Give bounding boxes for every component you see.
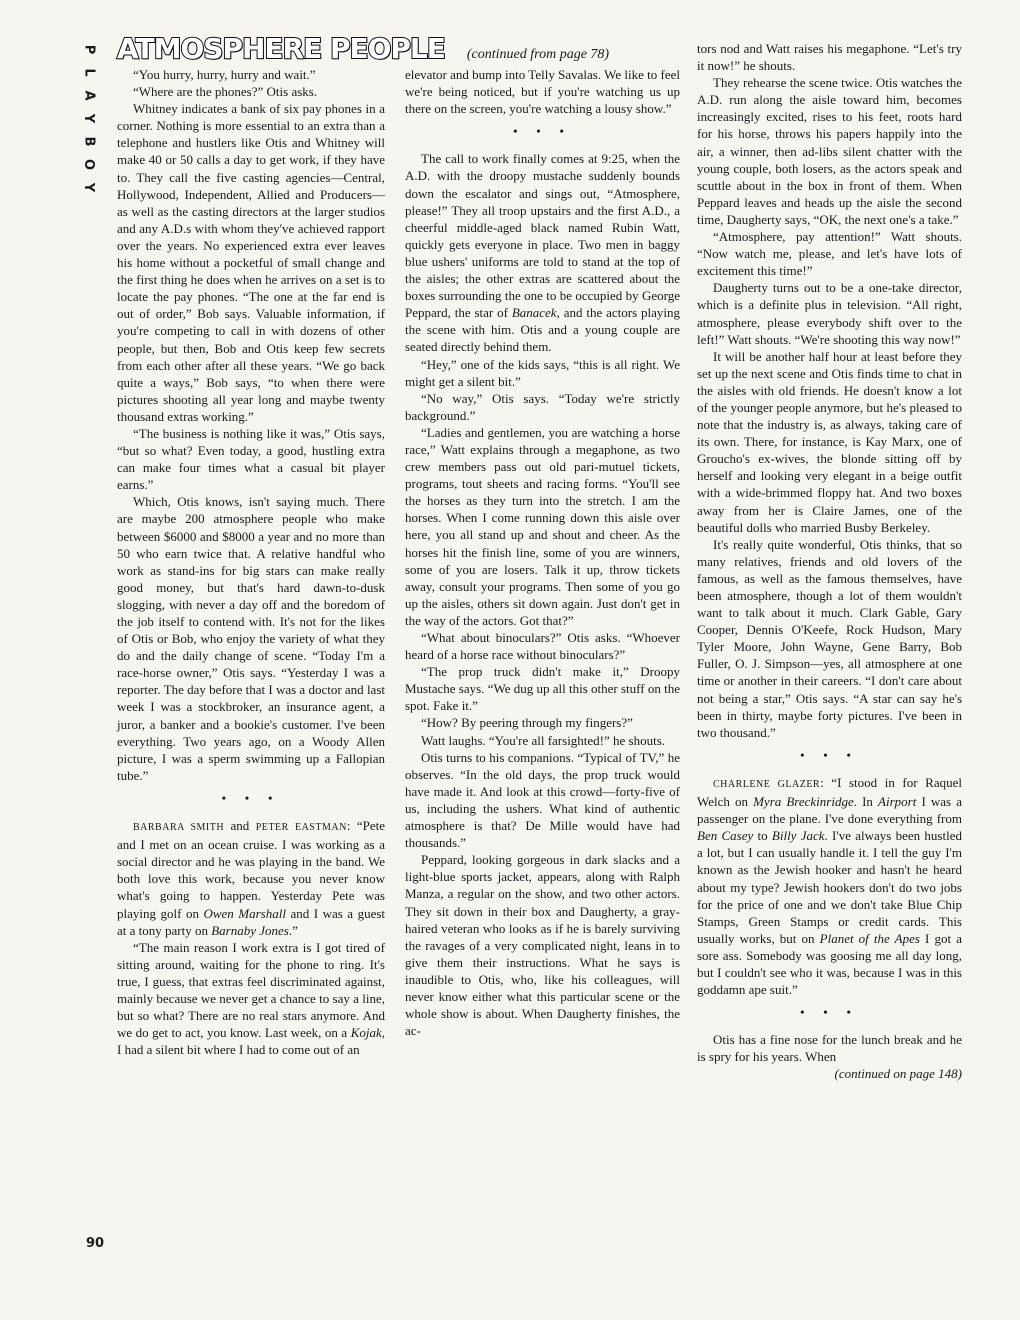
section-divider: • • • xyxy=(513,124,572,139)
interview-paragraph xyxy=(697,774,962,998)
column-1 xyxy=(117,66,385,1058)
continued-on: (continued on page 148) xyxy=(834,1066,962,1082)
brand-letter: O xyxy=(81,158,97,171)
show-title: Owen Marshall xyxy=(203,905,286,921)
paragraph: “The business is nothing like it was,” Otis says, “but so what? Even today, a good, hustling extra can make four times what a casual bit player earns.” xyxy=(117,425,385,493)
text: : “Pete and I met on an ocean cruise. I was working as a social director and he was playing in the band. We both love this work, because you never know what's going to happen. Yesterday Pete was playing golf on xyxy=(117,818,386,921)
continued-from: (continued from page 78) xyxy=(466,47,610,62)
speaker-name: BARBARA SMITH xyxy=(133,822,225,834)
column-3 xyxy=(697,40,962,1083)
paragraph: “What about binoculars?” Otis asks. “Whoever heard of a horse race without binoculars?” xyxy=(405,630,680,663)
paragraph: tors nod and Watt raises his megaphone. “Let's try it now!” he shouts. xyxy=(697,41,962,74)
paragraph xyxy=(117,939,385,1059)
film-title: Myra Breckinridge xyxy=(753,794,854,810)
text: , and the actors playing the scene with him. Otis and a young couple are seated directly behind them. xyxy=(405,305,680,355)
section-divider: • • • xyxy=(221,790,281,805)
text: I was a passenger on the plane. I've done everything from xyxy=(697,794,962,827)
show-title: Ben Casey xyxy=(697,828,754,844)
paragraph: Whitney indicates a bank of six pay phones in a corner. Nothing is more essential to an extra than a telephone and hustlers like Otis and Whitney will make 40 or 50 calls a day to get work, if they have to. They call the five casting agencies—Central, Hollywood, Independent, Allied and Producers—as well as the casting directors at the larger studios and any A.D.s with whom they've achieved rapport over the years. No experienced extra ever leaves his home without a pocketful of small change and the first thing he does when he arrives on a set is to locate the pay phones. “The one at the far end is out of order,” Bob says. Valuable information, if you're competing to call in with dozens of other people, but then, Bob and Otis keep few secrets from each other after all these years. “We go back quite a ways,” Bob says, “to when there were pictures shooting all year long and maybe twenty thousand extras working.” xyxy=(117,101,385,424)
text: to xyxy=(753,828,772,844)
magazine-brand-vertical xyxy=(80,38,98,199)
text: and I was a guest at a tony party on xyxy=(117,905,386,938)
text: “The main reason I work extra is I got tired of sitting around, waiting for the phone to ring. It's true, I guess, that extras feel discriminated against, mainly because we never get a chance to say a line, but so what? There are no real stars anymore. And we do get to act, you know. Last week, on a xyxy=(117,939,385,1041)
paragraph: It will be another half hour at least before they set up the next scene and Otis finds time to chat in the aisles with old friends. He doesn't know a lot of the younger people anymore, but he's pleased to note that the industry is, as always, taking care of its own. There, for instance, is Kay Marx, one of Groucho's ex-wives, the blonde sitting off by herself and looking very elegant in a beige outfit with a wide-brimmed floppy hat. And two boxes away from her is Claire James, one of the beautiful dolls who married Busby Berkeley. xyxy=(697,348,962,535)
show-title: Banacek xyxy=(511,305,557,321)
text: . In xyxy=(853,794,879,810)
paragraph xyxy=(405,150,680,355)
paragraph: It's really quite wonderful, Otis thinks, that so many relatives, friends and old lovers of the famous, as well as the famous themselves, have been atmosphere, though a lot of them wouldn't want to talk about it much. Clark Gable, Gary Cooper, Dennis O'Keefe, Rock Hudson, Mary Tyler Moore, John Wayne, Gene Barry, Bob Fuller, O. J. Simpson—yes, all atmosphere at one time or another in their careers. “I don't care about not being a star,” Otis says. “A star can say he's been in thirty, maybe forty pictures. I've been in two thousand.” xyxy=(697,536,962,740)
paragraph: “Where are the phones?” Otis asks. xyxy=(133,84,318,100)
text: . I've always been hustled a lot, but I can usually handle it. I tell the guy I'm known as the Jewish hooker and hasn't he heard about my type? Jewish hookers don't do two jobs for the price of one and we don't take Blue Chip Stamps, Green Stamps or credit cards. This usually works, but on xyxy=(697,828,962,946)
show-title: Barnaby Jones xyxy=(211,922,289,938)
conjunction: and xyxy=(224,818,256,834)
text: The call to work finally comes at 9:25, when the A.D. with the droopy mustache suddenly bounds down the escalator and sings out, “Atmosphere, please!” They all troop upstairs and the first A.D., a cheerful middle-aged black named Rubin Watt, quickly gets everyone in place. Two men in baggy blue ushers' uniforms are told to stand at the top of the aisles; the other extras are scattered about the boxes surrounding the one to be occupied by George Peppard, the star of xyxy=(405,151,680,321)
paragraph: “How? By peering through my fingers?” xyxy=(421,715,633,731)
paragraph: “Hey,” one of the kids says, “this is all right. We might get a silent bit.” xyxy=(405,356,680,389)
film-title: Planet of the Apes xyxy=(819,930,920,946)
brand-letter: A xyxy=(81,90,97,101)
paragraph: “The prop truck didn't make it,” Droopy Mustache says. “We dug up all this other stuff on the spot. Fake it.” xyxy=(405,664,680,714)
paragraph: “You hurry, hurry, hurry and wait.” xyxy=(133,67,316,82)
paragraph: Which, Otis knows, isn't saying much. There are maybe 200 atmosphere people who make between $6000 and $8000 a year and no more than 50 who earn twice that. A relative handful who work as stand-ins for big stars can make really good money, but that's hard dawn-to-dusk slogging, with never a day off and the boredom of the job itself to contend with. It's not for the likes of Otis or Bob, who enjoy the variety of what they do and the daily change of scene. “Today I'm a race-horse owner,” Otis says. “Yesterday I was a reporter. The day before that I was a doctor and last week I was a stockbroker, an insurance agent, a juror, a banker and a bookie's customer. I've been everything. Two years ago, on a Woody Allen picture, I was a sperm swimming up a Fallopian tube.” xyxy=(117,494,385,783)
paragraph: Watt laughs. “You're all farsighted!” he shouts. xyxy=(421,732,666,748)
brand-letter: P xyxy=(81,44,97,55)
brand-letter: Y xyxy=(81,113,97,124)
brand-letter: Y xyxy=(81,182,97,193)
text: : “I stood in for Raquel Welch on xyxy=(697,774,962,810)
film-title: Airport xyxy=(878,794,917,810)
section-divider: • • • xyxy=(800,747,859,762)
article-title: ATMOSPHERE PEOPLE xyxy=(117,32,445,65)
brand-letter: B xyxy=(81,136,97,147)
paragraph: They rehearse the scene twice. Otis watches the A.D. run along the aisle toward him, becomes increasingly excited, rises to his feet, roots hard for his horse, throws his papers happily into the air, a winner, then ad-libs silent chatter with the young couple, both losers, as the actors speak and scuttle about in the box in front of them. When Peppard leaves and heads up the aisle the second time, Daugherty says, “OK, the next one's a take.” xyxy=(697,75,962,227)
page-number: 90 xyxy=(86,1236,105,1251)
column-2 xyxy=(405,66,680,1039)
text: I got a sore ass. Somebody was goosing me all day long, but I couldn't see who it was, because I was in this goddamn ape suit.” xyxy=(697,930,962,998)
paragraph: “Atmosphere, pay attention!” Watt shouts. “Now watch me, please, and let's have lots of excitement this time!” xyxy=(697,229,962,279)
speaker-name: CHARLENE GLAZER xyxy=(713,778,821,790)
show-title: Kojak xyxy=(350,1025,382,1041)
film-title: Billy Jack xyxy=(771,828,825,844)
paragraph: Otis turns to his companions. “Typical of TV,” he observes. “In the old days, the prop truck would have made it. And look at this crowd—forty-five of us, including the ushers. What kind of authentic atmosphere is that? De Mille would have had thousands.” xyxy=(405,749,680,851)
paragraph: Daugherty turns out to be a one-take director, which is a definite plus in television. “All right, atmosphere, please everybody shift over to the left!” Watt shouts. “We're shooting this way now!” xyxy=(697,280,962,347)
paragraph: elevator and bump into Telly Savalas. We like to feel we're being noticed, but if you're watching us up there on the screen, you're watching a lousy show.” xyxy=(405,67,680,117)
section-divider: • • • xyxy=(800,1005,859,1020)
text: , I had a silent bit where I had to come out of an xyxy=(117,1025,385,1058)
paragraph: “No way,” Otis says. “Today we're strictly background.” xyxy=(405,390,680,423)
text: .” xyxy=(288,922,298,938)
interview-paragraph xyxy=(117,817,385,939)
speaker-name: PETER EASTMAN xyxy=(255,822,347,834)
paragraph: Peppard, looking gorgeous in dark slacks and a light-blue sports jacket, appears, along with Ralph Manza, a regular on the show, and two other actors. They sit down in their box and Daugherty, a gray-haired veteran who looks as if he is barely surviving the ravages of a very complicated night, leans in to give them their instructions. What he says is inaudible to Otis, who, like his colleagues, will never know either what this particular scene or the whole show is about. When Daugherty finishes, the ac- xyxy=(405,852,680,1039)
paragraph: “Ladies and gentlemen, you are watching a horse race,” Watt explains through a megaphone, as two crew members pass out old pari-mutuel tickets, programs, tout sheets and racing forms. “You'll see the horses as they turn into the stretch. I am the horses. When I come running down this aisle over here, you all stand up and shout and cheer. As the horses hit the finish line, some of you are winners, some of you are losers. Talk it up, throw tickets away, consult your programs. Then some of you go up the aisles, others sit down again. Just don't get in the way of the actors. Got that?” xyxy=(405,424,680,628)
paragraph: Otis has a fine nose for the lunch break and he is spry for his years. When xyxy=(697,1032,962,1065)
brand-letter: L xyxy=(81,68,97,77)
